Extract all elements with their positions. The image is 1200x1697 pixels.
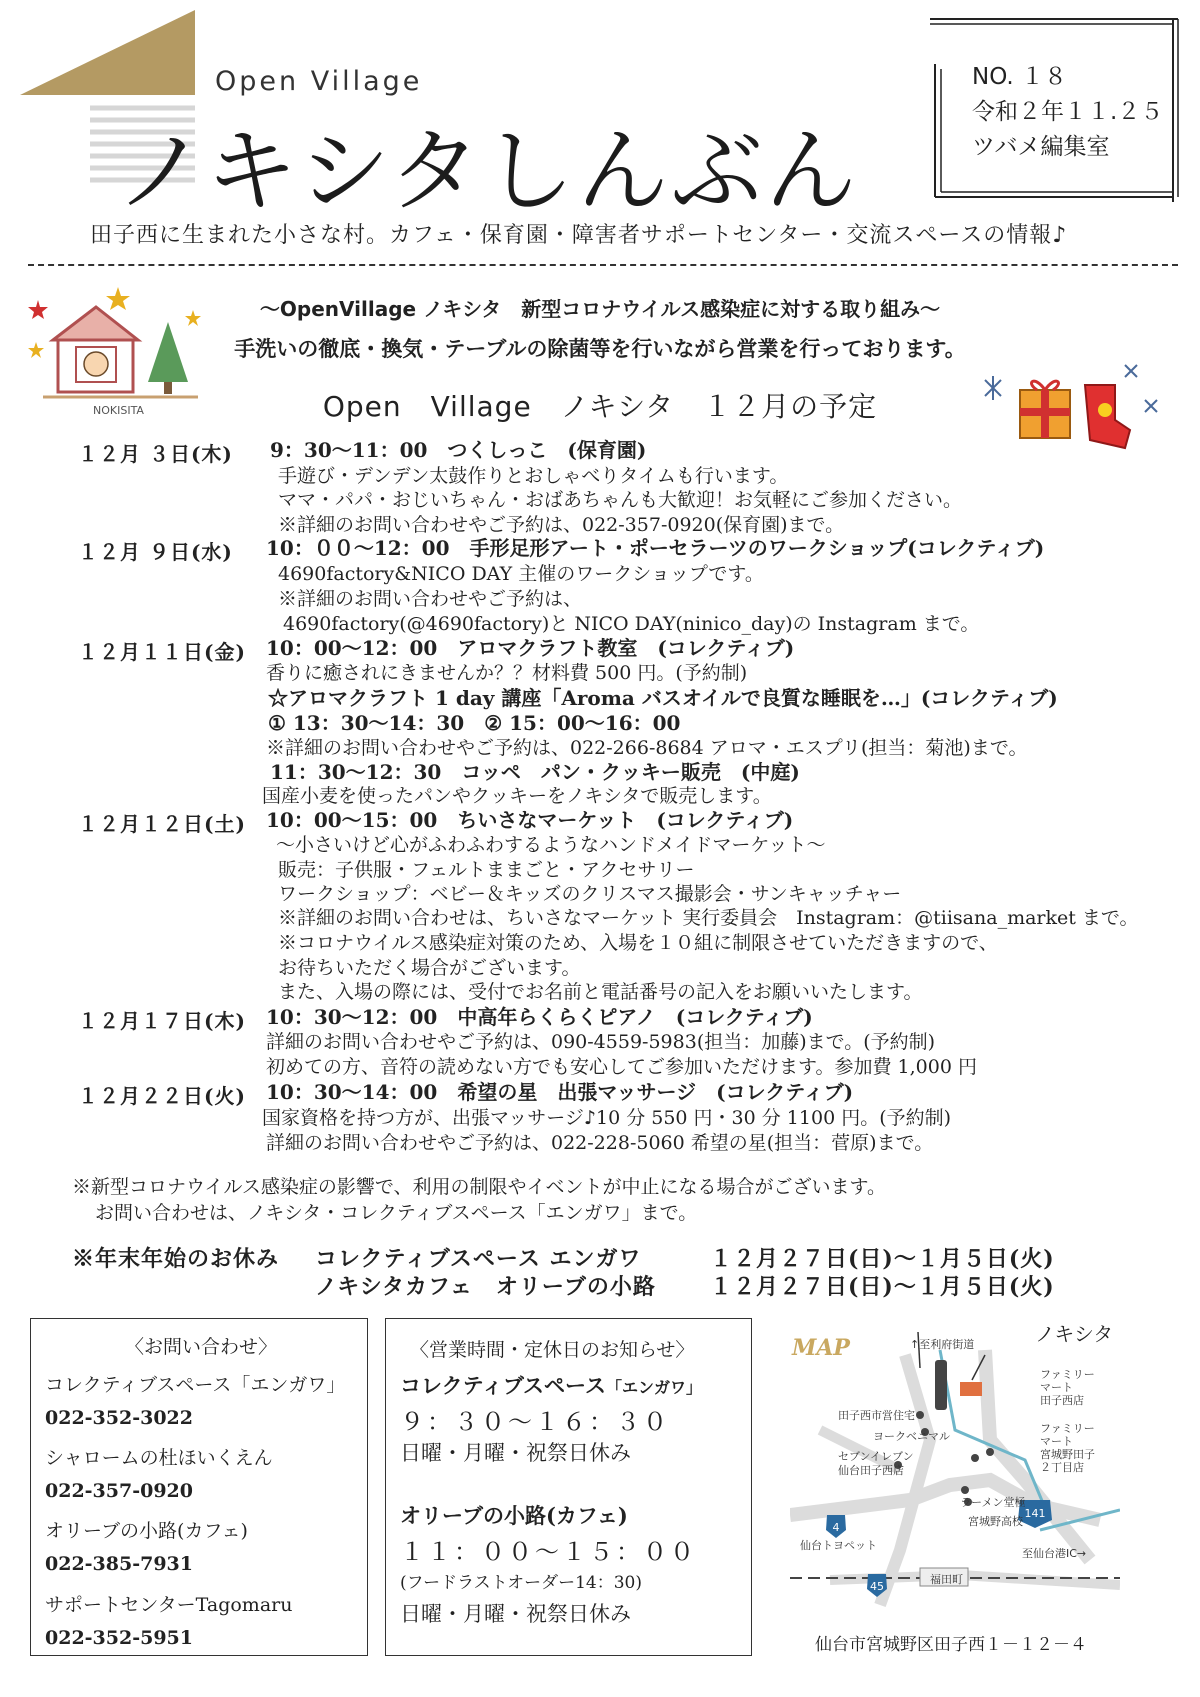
route-4: 4 (832, 1521, 840, 1534)
event-heading: 9：30～11：00 つくしっこ (保育園) (270, 438, 647, 462)
holiday-place: コレクティブスペース エンガワ (315, 1246, 642, 1272)
event-date: １２月 ３日(木) (78, 442, 233, 466)
event-detail: ※詳細のお問い合わせは、ちいさなマーケット 実行委員会 Instagram：@tiisana_market まで。 (278, 907, 1139, 929)
map-label: ヨークベニマル (873, 1430, 950, 1443)
event-heading: 10：００～12：00 手形足形アート・ポーセラーツのワークショップ(コレクティブ) (266, 536, 1045, 560)
map-address: 仙台市宮城野区田子西１－１２－４ (815, 1635, 1087, 1655)
holiday-period: １２月２７日(日)～１月５日(火) (710, 1274, 1055, 1300)
event-heading: 10：30～12：00 中高年らくらくピアノ (コレクティブ) (266, 1005, 813, 1029)
notice-heading: ～OpenVillage ノキシタ 新型コロナウイルス感染症に対する取り組み～ (259, 297, 941, 321)
map-label: 仙台トヨペット (800, 1539, 877, 1552)
map-label: 至仙台港IC→ (1022, 1547, 1087, 1560)
event-heading: 10：00～15：00 ちいさなマーケット (コレクティブ) (266, 808, 794, 832)
house-label: NOKISITA (93, 404, 144, 417)
footer-note: ※新型コロナウイルス感染症の影響で、利用の制限やイベントが中止になる場合がございます。 (72, 1176, 886, 1198)
issue-number: NO. １８ (972, 64, 1067, 90)
contact-name: サポートセンターTagomaru (45, 1594, 293, 1616)
map-nokishita: ノキシタ (1035, 1322, 1114, 1346)
contact-name: オリーブの小路(カフェ) (45, 1520, 248, 1542)
hours-place-name: コレクティブスペース (400, 1373, 607, 1398)
event-detail: 手遊び・デンデン太鼓作りとおしゃべりタイムも行います。 (278, 465, 789, 487)
map-label: ↑至利府街道 (910, 1338, 975, 1351)
brand-english: Open Village (215, 66, 423, 97)
map-label: ファミリー マート 田子西店 (1040, 1368, 1095, 1407)
hours-place-name: オリーブの小路(カフェ) (400, 1503, 628, 1528)
event-detail: 詳細のお問い合わせやご予約は、090-4559-5983(担当：加藤)まで。(予約制) (266, 1031, 936, 1053)
hours-closed: 日曜・月曜・祝祭日休み (400, 1602, 631, 1626)
contact-phone: 022-352-5951 (45, 1627, 193, 1649)
event-date: １２月１７日(木) (78, 1009, 246, 1033)
hours-time: ９：３０～１６：３０ (400, 1408, 670, 1436)
footer-note: お問い合わせは、ノキシタ・コレクティブスペース「エンガワ」まで。 (95, 1202, 698, 1224)
issue-info (972, 60, 1163, 165)
holiday-label: ※年末年始のお休み (72, 1246, 280, 1272)
contact-title: 〈お問い合わせ〉 (125, 1336, 278, 1358)
event-detail: 国産小麦を使ったパンやクッキーをノキシタで販売します。 (262, 785, 772, 807)
event-detail: 11：30～12：30 コッペ パン・クッキー販売 (中庭) (270, 760, 800, 784)
event-detail: お待ちいただく場合がございます。 (278, 957, 581, 979)
event-detail: ※詳細のお問い合わせやご予約は、 (278, 588, 583, 610)
event-detail: 販売：子供服・フェルトままごと・アクセサリー (278, 859, 695, 881)
event-detail: ママ・パパ・おじいちゃん・おばあちゃんも大歓迎！お気軽にご参加ください。 (278, 489, 963, 511)
event-detail: ☆アロマクラフト 1 day 講座「Aroma バスオイルで良質な睡眠を…」(コレクティブ) (268, 686, 1058, 710)
hours-place (400, 1370, 702, 1400)
event-detail: 初めての方、音符の読めない方でも安心してご参加いただけます。参加費 1,000 円 (266, 1056, 977, 1078)
event-detail: ※詳細のお問い合わせやご予約は、022-357-0920(保育園)まで。 (278, 514, 845, 536)
event-heading: 10：00～12：00 アロマクラフト教室 (コレクティブ) (266, 636, 795, 660)
event-detail: ～小さいけど心がふわふわするようなハンドメイドマーケット～ (276, 834, 826, 856)
hours-time: １１：００～１５：００ (400, 1538, 697, 1566)
event-date: １２月１１日(金) (78, 640, 246, 664)
map-title: MAP (792, 1335, 850, 1361)
hours-closed: 日曜・月曜・祝祭日休み (400, 1441, 631, 1465)
event-date: １２月２２日(火) (78, 1084, 246, 1108)
route-141: 141 (1024, 1507, 1046, 1520)
event-detail: また、入場の際には、受付でお名前と電話番号の記入をお願いいたします。 (278, 981, 923, 1003)
event-detail: 国家資格を持つ方が、出張マッサージ♪10 分 550 円・30 分 1100 円。(予約制) (262, 1107, 952, 1129)
contact-phone: 022-357-0920 (45, 1480, 193, 1502)
event-detail: 香りに癒されにきませんか？？材料費 500 円。(予約制) (266, 662, 748, 684)
map-label: 田子西市営住宅 (838, 1409, 915, 1422)
divider (28, 264, 1178, 266)
event-detail: 4690factory(@4690factory)と NICO DAY(ninico_day)の Instagram まで。 (283, 613, 980, 635)
event-detail: ※詳細のお問い合わせやご予約は、022-266-8684 アロマ・エスプリ(担当：菊池)まで。 (266, 737, 1028, 759)
event-detail: ※コロナウイルス感染症対策のため、入場を１０組に制限させていただきますので、 (278, 932, 998, 954)
hours-title: 〈営業時間・定休日のお知らせ〉 (410, 1339, 695, 1361)
contact-phone: 022-385-7931 (45, 1553, 193, 1575)
contact-phone: 022-352-3022 (45, 1407, 193, 1429)
schedule-title: Open Village ノキシタ １２月の予定 (322, 390, 878, 423)
map-label: ファミリー マート 宮城野田子 ２丁目店 (1040, 1422, 1095, 1474)
event-date: １２月 ９日(水) (78, 540, 233, 564)
contact-name: コレクティブスペース「エンガワ」 (45, 1374, 346, 1396)
route-45: 45 (870, 1580, 884, 1593)
map-label: 宮城野高校 (968, 1515, 1023, 1528)
map-label: セブンイレブン 仙台田子西店 (838, 1450, 914, 1477)
event-detail: ワークショップ：ベビー＆キッズのクリスマス撮影会・サンキャッチャー (278, 883, 902, 905)
event-detail: ① 13：30～14：30 ② 15：00～16：00 (268, 711, 681, 735)
issue-editor: ツバメ編集室 (972, 134, 1110, 160)
map-label: ラーメン堂極 (960, 1496, 1026, 1509)
holiday-period: １２月２７日(日)～１月５日(火) (710, 1246, 1055, 1272)
issue-date: 令和２年１１.２５ (972, 99, 1164, 125)
tagline: 田子西に生まれた小さな村。カフェ・保育園・障害者サポートセンター・交流スペースの情報♪ (90, 223, 1068, 248)
event-detail: 4690factory&NICO DAY 主催のワークショップです。 (278, 563, 764, 585)
contact-name: シャロームの杜ほいくえん (45, 1447, 273, 1469)
hours-note: (フードラストオーダー14：30) (400, 1573, 642, 1593)
holiday-place: ノキシタカフェ オリーブの小路 (315, 1274, 656, 1300)
event-date: １２月１２日(土) (78, 812, 246, 836)
event-heading: 10：30～14：00 希望の星 出張マッサージ (コレクティブ) (266, 1080, 854, 1104)
map-label: 福田町 (930, 1573, 963, 1586)
hours-place-sub: 「エンガワ」 (606, 1378, 703, 1397)
event-detail: 詳細のお問い合わせやご予約は、022-228-5060 希望の星(担当：菅原)まで。 (266, 1132, 934, 1154)
newspaper-title: ノキシタしんぶん (115, 118, 859, 225)
notice-body: 手洗いの徹底・換気・テーブルの除菌等を行いながら営業を行っております。 (234, 337, 966, 361)
